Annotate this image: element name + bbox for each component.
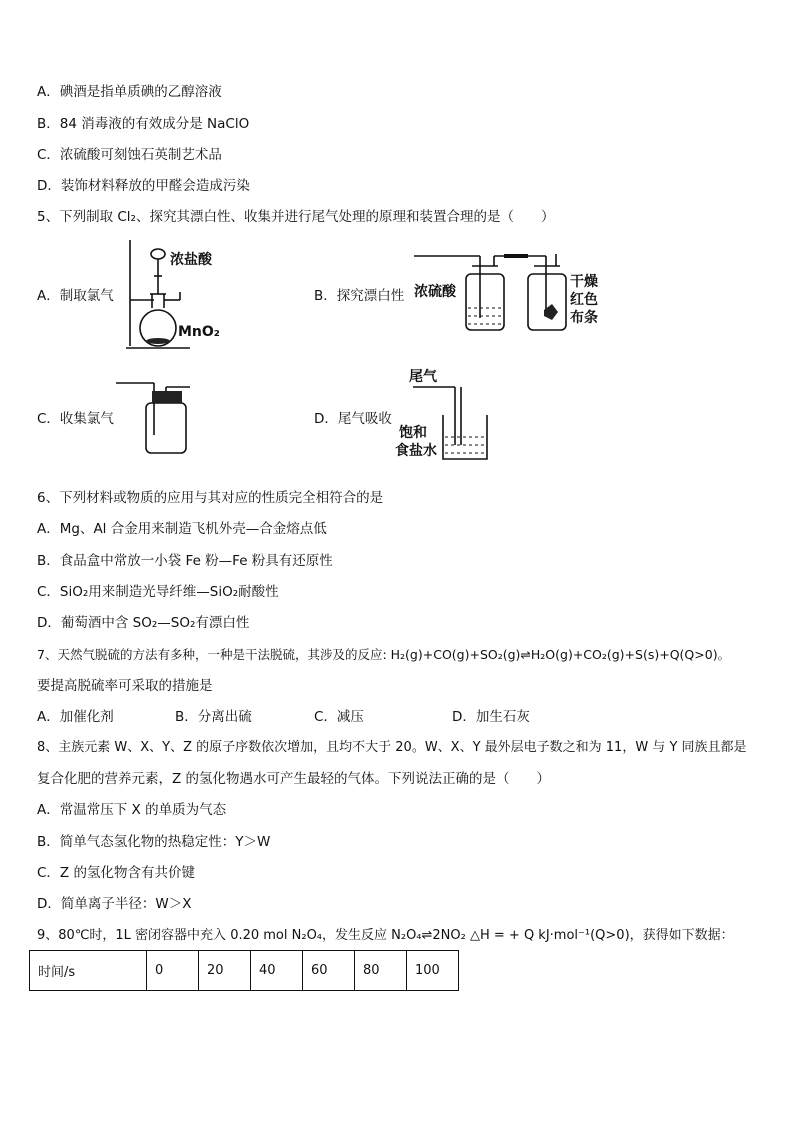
fig-b-label-red: 红色 [570, 292, 598, 308]
q4-option-b: B．84 消毒液的有效成分是 NaClO [37, 116, 250, 132]
figure-chlorine-generator [120, 236, 230, 354]
q9-data-table [29, 950, 459, 991]
q5-option-d: D．尾气吸收 [314, 411, 392, 427]
q4-option-d: D．装饰材料释放的甲醛会造成污染 [37, 178, 250, 194]
table-header-time: 时间/s [30, 951, 147, 991]
figure-tail-gas-absorption [395, 365, 505, 465]
table-cell-time: 60 [303, 951, 355, 991]
q7-option-b: B．分离出硫 [175, 709, 252, 725]
table-row [30, 951, 459, 991]
q5-option-b: B．探究漂白性 [314, 288, 405, 304]
q4-option-c: C．浓硫酸可刻蚀石英制艺术品 [37, 147, 222, 163]
q8-stem-line1: 8、主族元素 W、X、Y、Z 的原子序数依次增加，且均不大于 20。W、X、Y 最外层电子数之和为 11，W 与 Y 同族且都是 [37, 740, 747, 755]
q6-option-b: B．食品盒中常放一小袋 Fe 粉—Fe 粉具有还原性 [37, 553, 333, 569]
table-cell-time: 20 [199, 951, 251, 991]
fig-a-label-mno2: MnO₂ [178, 324, 220, 340]
q8-stem-line2: 复合化肥的营养元素，Z 的氢化物遇水可产生最轻的气体。下列说法正确的是（ ） [37, 771, 551, 787]
table-cell-time: 0 [147, 951, 199, 991]
q5-option-c: C．收集氯气 [37, 411, 114, 427]
q4-option-a: A．碘酒是指单质碘的乙醇溶液 [37, 84, 222, 100]
q6-stem: 6、下列材料或物质的应用与其对应的性质完全相符合的是 [37, 490, 384, 506]
figure-bleaching-apparatus [410, 248, 610, 336]
q7-option-d: D．加生石灰 [452, 709, 530, 725]
figure-collection-bottle [114, 375, 196, 457]
q6-option-a: A．Mg、Al 合金用来制造飞机外壳—合金熔点低 [37, 521, 327, 537]
q7-stem-line2: 要提高脱硫率可采取的措施是 [37, 678, 213, 694]
q8-option-b: B．简单气态氢化物的热稳定性：Y＞W [37, 834, 271, 850]
fig-b-label-dry: 干燥 [570, 274, 598, 290]
q8-option-a: A．常温常压下 X 的单质为气态 [37, 802, 227, 818]
table-cell-time: 40 [251, 951, 303, 991]
fig-a-label-hcl: 浓盐酸 [170, 252, 212, 268]
table-cell-time: 100 [407, 951, 459, 991]
q6-option-c: C．SiO₂用来制造光导纤维—SiO₂耐酸性 [37, 584, 279, 600]
q6-option-d: D．葡萄酒中含 SO₂—SO₂有漂白性 [37, 615, 250, 631]
q9-stem: 9、80℃时，1L 密闭容器中充入 0.20 mol N₂O₄，发生反应 N₂O₄⇌2NO₂ △H = + Q kJ·mol⁻¹(Q>0)，获得如下数据： [37, 928, 734, 943]
q5-option-a: A．制取氯气 [37, 288, 114, 304]
table-cell-time: 80 [355, 951, 407, 991]
fig-d-label-brine: 食盐水 [395, 443, 437, 459]
fig-b-label-h2so4: 浓硫酸 [414, 284, 456, 300]
q7-option-a: A．加催化剂 [37, 709, 114, 725]
q5-stem: 5、下列制取 Cl₂、探究其漂白性、收集并进行尾气处理的原理和装置合理的是（ ） [37, 209, 555, 225]
q8-option-c: C．Z 的氢化物含有共价键 [37, 865, 195, 881]
q7-stem-line1: 7、天然气脱硫的方法有多种，一种是干法脱硫，其涉及的反应: H₂(g)+CO(g)+SO₂(g)⇌H₂O(g)+CO₂(g)+S(s)+Q(Q>0)。 [37, 647, 731, 662]
fig-b-label-cloth: 布条 [570, 310, 598, 326]
fig-d-label-saturated: 饱和 [399, 425, 427, 441]
fig-d-label-tailgas: 尾气 [409, 369, 437, 385]
q8-option-d: D．简单离子半径：W＞X [37, 896, 192, 912]
q7-option-c: C．减压 [314, 709, 364, 725]
